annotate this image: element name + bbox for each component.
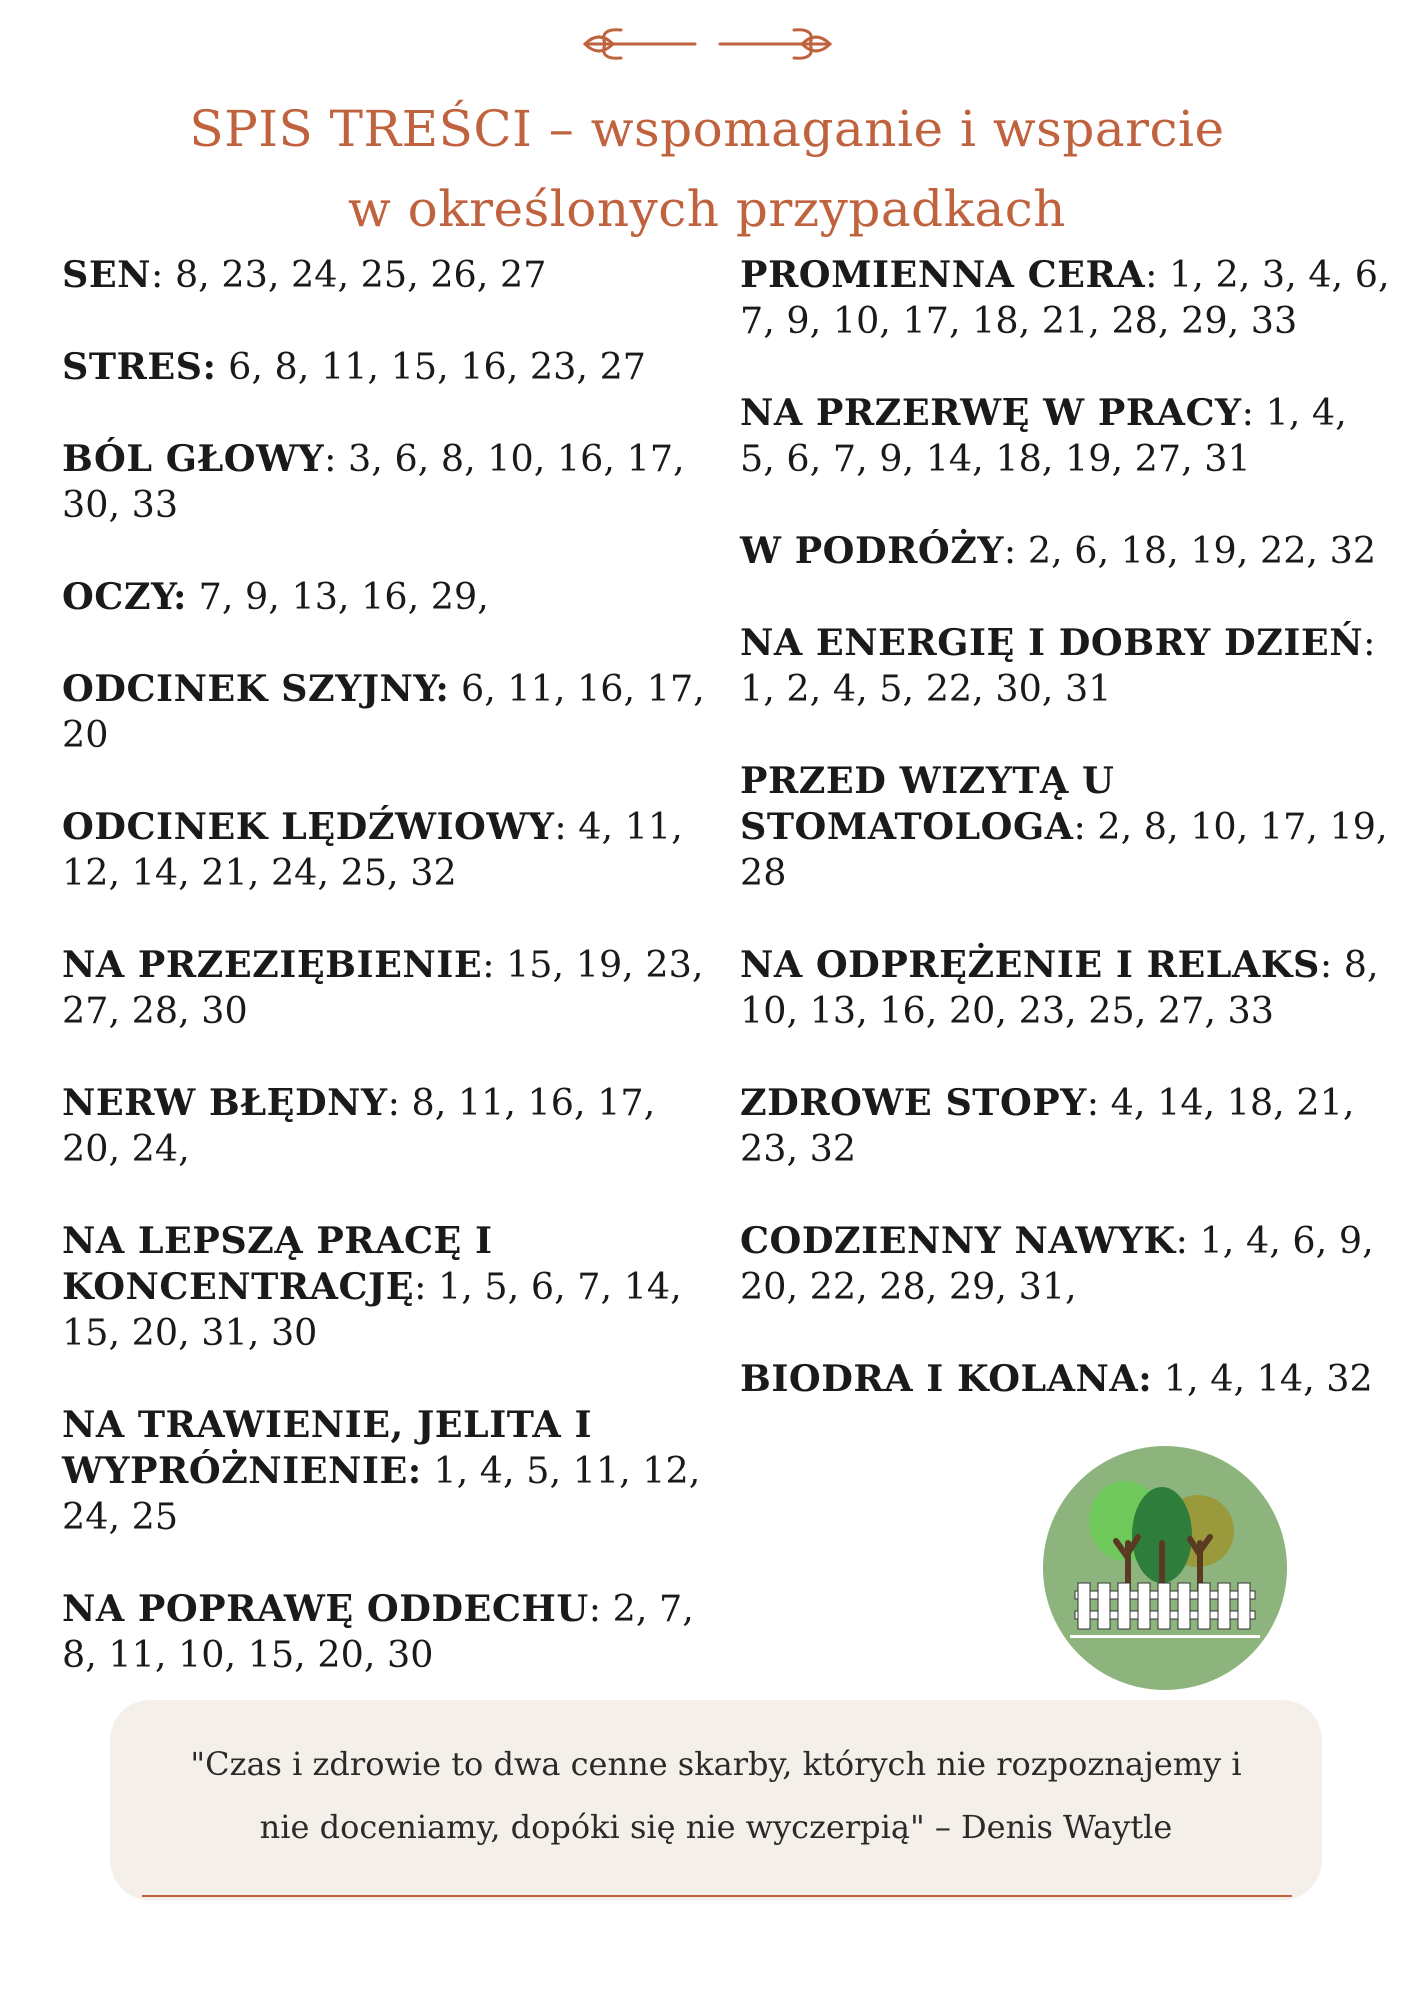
toc-entry-pages: : 2, 8, 10, 17, 19, 28 <box>740 805 1388 894</box>
toc-entry-pages: : 1, 4, 6, 9, 20, 22, 28, 29, 31, <box>740 1219 1374 1308</box>
page-title-line-2: w określonych przypadkach <box>347 180 1067 238</box>
toc-entry-topic: NERW BŁĘDNY <box>62 1081 388 1124</box>
toc-entry <box>62 942 712 1034</box>
toc-entry <box>740 758 1390 896</box>
toc-entry-pages: 7, 9, 13, 16, 29, <box>187 575 489 618</box>
toc-entry-pages: : 1, 2, 3, 4, 6, 7, 9, 10, 17, 18, 21, 28, 29, 33 <box>740 253 1390 342</box>
quote-line-1: "Czas i zdrowie to dwa cenne skarby, których nie rozpoznajemy i <box>190 1745 1242 1783</box>
toc-entry-pages: : 4, 14, 18, 21, 23, 32 <box>740 1081 1355 1170</box>
toc-entry <box>740 1356 1390 1402</box>
toc-entry-topic: NA LEPSZĄ PRACĘ I KONCENTRACJĘ <box>62 1219 493 1308</box>
toc-entry-pages: 1, 4, 5, 11, 12, 24, 25 <box>62 1449 701 1538</box>
leaf-branch-ornament-icon <box>565 20 850 68</box>
bottom-divider <box>142 1895 1292 1897</box>
toc-entry <box>740 1218 1390 1310</box>
toc-entry-topic: PROMIENNA CERA <box>740 253 1146 296</box>
toc-entry <box>62 1402 712 1540</box>
toc-entry <box>62 574 712 620</box>
toc-entry-topic: NA ODPRĘŻENIE I RELAKS <box>740 943 1320 986</box>
toc-entry-pages: 6, 8, 11, 15, 16, 23, 27 <box>216 345 647 388</box>
toc-entry-topic: CODZIENNY NAWYK <box>740 1219 1176 1262</box>
toc-entry-pages: : 1, 2, 4, 5, 22, 30, 31 <box>740 621 1376 710</box>
toc-entry-topic: NA ENERGIĘ I DOBRY DZIEŃ <box>740 621 1364 664</box>
toc-entry-topic: ODCINEK SZYJNY: <box>62 667 450 710</box>
toc-entry-topic: BIODRA I KOLANA: <box>740 1357 1153 1400</box>
toc-entry-topic: PRZED WIZYTĄ U STOMATOLOGA <box>740 759 1115 848</box>
toc-entry-pages: : 15, 19, 23, 27, 28, 30 <box>62 943 704 1032</box>
toc-entry-topic: SEN <box>62 253 152 296</box>
toc-entry <box>62 1080 712 1172</box>
toc-entry-pages: : 2, 7, 8, 11, 10, 15, 20, 30 <box>62 1587 694 1676</box>
toc-entry-pages: 6, 11, 16, 17, 20 <box>62 667 705 756</box>
right-column <box>740 252 1390 1448</box>
toc-entry-topic: BÓL GŁOWY <box>62 437 325 480</box>
toc-entry-topic: NA PRZERWĘ W PRACY <box>740 391 1242 434</box>
toc-entry-pages: : 8, 23, 24, 25, 26, 27 <box>151 253 547 296</box>
toc-entry-topic: ODCINEK LĘDŹWIOWY <box>62 805 555 848</box>
toc-entry-pages: : 2, 6, 18, 19, 22, 32 <box>1003 529 1377 572</box>
toc-entry <box>62 436 712 528</box>
toc-entry <box>740 942 1390 1034</box>
toc-entry <box>62 1218 712 1356</box>
toc-entry-topic: STRES: <box>62 345 217 388</box>
toc-entry <box>62 344 712 390</box>
toc-entry <box>740 620 1390 712</box>
toc-entry <box>62 252 712 298</box>
left-column <box>62 252 712 1724</box>
toc-entry-pages: : 8, 11, 16, 17, 20, 24, <box>62 1081 656 1170</box>
toc-entry-pages: : 8, 10, 13, 16, 20, 23, 25, 27, 33 <box>740 943 1379 1032</box>
toc-entry-pages: : 1, 4, 5, 6, 7, 9, 14, 18, 19, 27, 31 <box>740 391 1347 480</box>
toc-entry-topic: W PODRÓŻY <box>740 529 1004 572</box>
page-title-line-1: SPIS TREŚCI – wspomaganie i wsparcie <box>189 100 1225 158</box>
toc-entry-pages: : 1, 5, 6, 7, 14, 15, 20, 31, 30 <box>62 1265 682 1354</box>
toc-entry-topic: NA POPRAWĘ ODDECHU <box>62 1587 589 1630</box>
toc-entry-pages: : 3, 6, 8, 10, 16, 17, 30, 33 <box>62 437 685 526</box>
toc-entry-pages: 1, 4, 14, 32 <box>1152 1357 1373 1400</box>
toc-entry-topic: NA TRAWIENIE, JELITA I WYPRÓŻNIENIE: <box>62 1403 593 1492</box>
trees-fence-logo-icon <box>1040 1443 1290 1693</box>
toc-entry <box>740 1080 1390 1172</box>
quote-box <box>110 1700 1322 1900</box>
toc-entry <box>740 390 1390 482</box>
toc-entry <box>62 1586 712 1678</box>
toc-entry-topic: ZDROWE STOPY <box>740 1081 1087 1124</box>
toc-entry <box>62 804 712 896</box>
toc-entry-pages: : 4, 11, 12, 14, 21, 24, 25, 32 <box>62 805 683 894</box>
quote-line-2: nie doceniamy, dopóki się nie wyczerpią" – Denis Waytle <box>259 1808 1173 1846</box>
toc-entry <box>740 528 1390 574</box>
toc-entry <box>62 666 712 758</box>
toc-entry <box>740 252 1390 344</box>
toc-entry-topic: OCZY: <box>62 575 188 618</box>
toc-entry-topic: NA PRZEZIĘBIENIE <box>62 943 483 986</box>
